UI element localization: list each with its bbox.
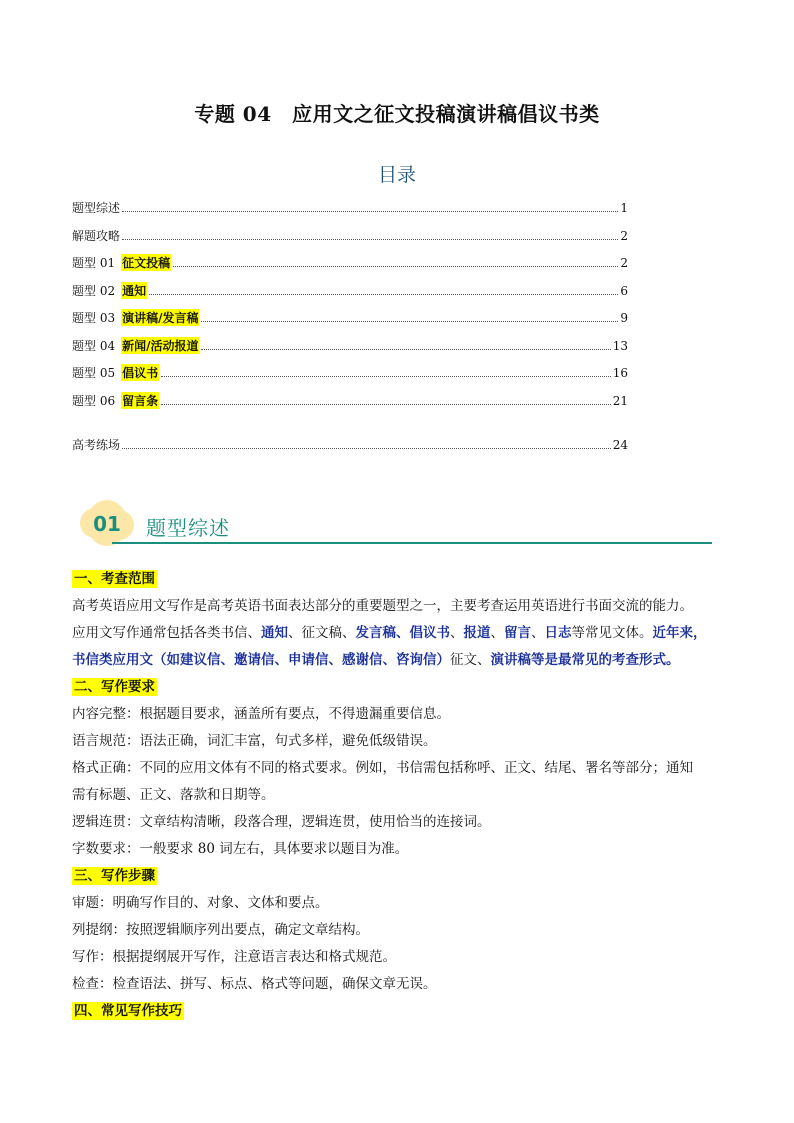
- toc-entry-page: 24: [612, 438, 628, 452]
- paragraph-line: 格式正确：不同的应用文体有不同的格式要求。例如，书信需包括称呼、正文、结尾、署名等部分；通知: [72, 760, 693, 776]
- toc-entry[interactable]: [72, 392, 628, 420]
- toc-entry-label: 题型 06: [72, 393, 116, 408]
- toc-entry-label: 题型 02: [72, 283, 116, 298]
- paragraph-line: 列提纲：按照逻辑顺序列出要点，确定文章结构。: [72, 922, 369, 938]
- paragraph-line: 写作：根据提纲展开写作，注意语言表达和格式规范。: [72, 949, 396, 965]
- toc-entry-page: 2: [620, 256, 628, 270]
- toc-entry[interactable]: [72, 337, 628, 365]
- document-title: 专题 04 应用文之征文投稿演讲稿倡议书类: [194, 102, 600, 126]
- toc-entry-highlight: 新闻/活动报道: [122, 338, 199, 353]
- toc-entry-label: 题型综述: [72, 201, 121, 215]
- paragraph-line: 需有标题、正文、落款和日期等。: [72, 787, 275, 803]
- toc-entry[interactable]: [72, 309, 628, 337]
- toc-entry[interactable]: [72, 364, 628, 392]
- toc-entry-page: 9: [620, 311, 628, 325]
- paragraph-line: 字数要求：一般要求 80 词左右，具体要求以题目为准。: [72, 841, 409, 857]
- section-number-badge: [80, 500, 134, 546]
- toc-entry-highlight: 留言条: [122, 393, 159, 408]
- toc-leader-dots: [173, 265, 618, 267]
- subsection-heading: 三、写作步骤: [74, 868, 155, 884]
- toc-entry-page: 1: [620, 201, 628, 215]
- toc-entry[interactable]: [72, 436, 628, 464]
- paragraph-line: 书信类应用文（如建议信、邀请信、申请信、感谢信、咨询信）征文、演讲稿等是最常见的考查形式。: [72, 652, 680, 668]
- toc-leader-dots: [122, 447, 611, 449]
- toc-leader-dots: [149, 293, 618, 295]
- toc-leader-dots: [122, 238, 618, 240]
- paragraph-line: 高考英语应用文写作是高考英语书面表达部分的重要题型之一，主要考查运用英语进行书面交流的能力。: [72, 598, 693, 614]
- toc-entry-label: 解题攻略: [72, 228, 121, 243]
- section-title: 题型综述: [146, 516, 230, 540]
- section-divider: [112, 542, 712, 544]
- toc-heading: 目录: [377, 164, 416, 186]
- toc-entry-label: 题型 01: [72, 256, 116, 270]
- section-header: [80, 496, 712, 552]
- toc-entry-page: 21: [612, 393, 628, 408]
- toc-entry-page: 6: [620, 283, 628, 298]
- paragraph-line: 应用文写作通常包括各类书信、通知、征文稿、发言稿、倡议书、报道、留言、日志等常见文体。近年来，: [72, 625, 707, 641]
- toc-leader-dots: [161, 375, 611, 377]
- paragraph-line: 检查：检查语法、拼写、标点、格式等问题，确保文章无误。: [72, 976, 437, 992]
- toc-entry[interactable]: [72, 227, 628, 255]
- toc-entry-label: 题型 05: [72, 366, 116, 380]
- toc-leader-dots: [201, 320, 618, 322]
- toc-entry-label: 题型 03: [72, 311, 116, 325]
- paragraph-line: 审题：明确写作目的、对象、文体和要点。: [72, 895, 329, 911]
- subsection-heading: 一、考查范围: [74, 571, 155, 587]
- toc-entry[interactable]: [72, 199, 628, 227]
- document-body: [72, 568, 732, 1027]
- toc-entry-page: 16: [612, 366, 628, 380]
- paragraph-line: 内容完整：根据题目要求，涵盖所有要点，不得遗漏重要信息。: [72, 706, 450, 722]
- toc-entry-highlight: 倡议书: [122, 366, 159, 380]
- toc-entry[interactable]: [72, 282, 628, 310]
- toc-leader-dots: [161, 403, 611, 405]
- section-number: 01: [93, 512, 121, 536]
- toc-entry-label: 高考练场: [72, 438, 121, 452]
- subsection-heading: 四、常见写作技巧: [74, 1003, 182, 1019]
- toc-entry-page: 13: [612, 338, 628, 353]
- toc-entry-label: 题型 04: [72, 338, 116, 353]
- paragraph-line: 语言规范：语法正确，词汇丰富，句式多样，避免低级错误。: [72, 733, 437, 749]
- toc-entry-page: 2: [620, 228, 628, 243]
- subsection-heading: 二、写作要求: [74, 679, 155, 695]
- toc-entry[interactable]: [72, 254, 628, 282]
- paragraph-line: 逻辑连贯：文章结构清晰，段落合理，逻辑连贯，使用恰当的连接词。: [72, 814, 491, 830]
- toc-entry-highlight: 演讲稿/发言稿: [122, 311, 199, 325]
- table-of-contents: [72, 199, 628, 464]
- toc-entry-highlight: 征文投稿: [122, 256, 171, 270]
- toc-leader-dots: [122, 210, 618, 212]
- toc-entry-highlight: 通知: [122, 283, 147, 298]
- toc-leader-dots: [201, 348, 610, 350]
